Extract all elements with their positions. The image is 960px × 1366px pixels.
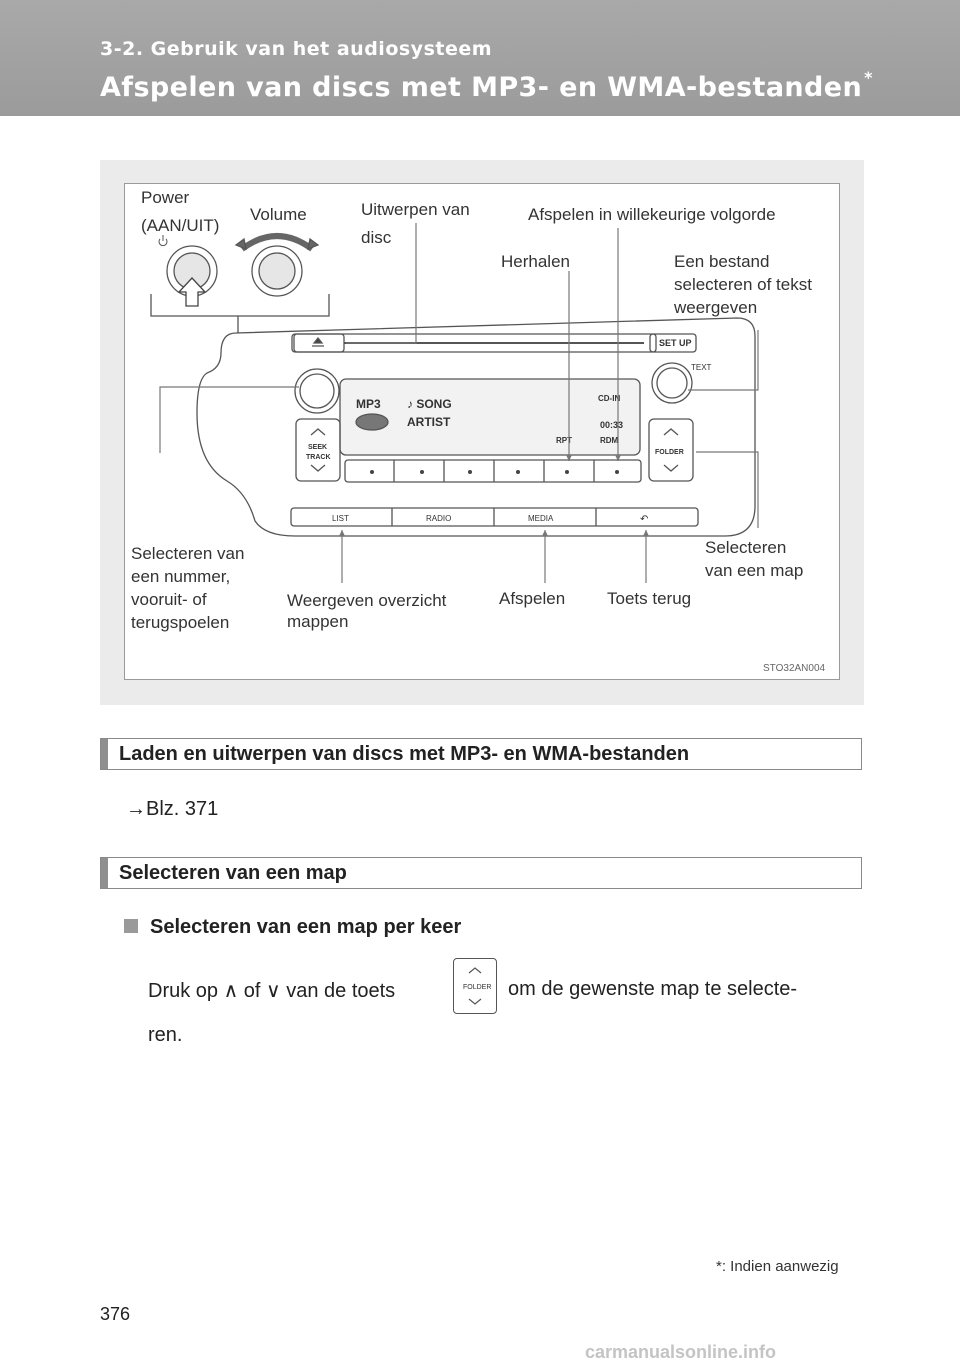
asterisk-mark: * <box>864 68 873 87</box>
label-list-2: mappen <box>287 612 349 631</box>
back-button-label: ↶ <box>640 514 649 525</box>
track-label: TRACK <box>306 454 331 461</box>
page-number: 376 <box>100 1304 131 1324</box>
label-random: Afspelen in willekeurige volgorde <box>528 205 776 224</box>
label-folder-2: van een map <box>705 561 804 580</box>
figure-code: STO32AN004 <box>763 663 826 674</box>
subheading-folder: Selecteren van een map per keer <box>124 916 461 939</box>
label-folder-1: Selecteren <box>705 538 787 557</box>
label-select-file-2: selecteren of tekst <box>674 275 812 294</box>
label-eject-2: disc <box>361 228 392 247</box>
song-label: ♪ SONG <box>407 397 452 411</box>
footnote: *: Indien aanwezig <box>716 1258 839 1275</box>
rpt-label: RPT <box>556 436 572 445</box>
label-eject-1: Uitwerpen van <box>361 200 470 219</box>
power-knob-icon <box>159 235 217 306</box>
label-back: Toets terug <box>607 589 692 608</box>
folder-button-label: FOLDER <box>463 984 492 991</box>
cdin-label: CD-IN <box>598 394 621 403</box>
label-select-file-3: weergeven <box>674 298 758 317</box>
page-title-text: Afspelen van discs met MP3- en WMA-bestanden <box>100 72 863 103</box>
section-heading-folder-text: Selecteren van een map <box>119 862 347 884</box>
section-title: 3-2. Gebruik van het audiosysteem <box>100 38 493 60</box>
label-seek-2: een nummer, <box>131 567 231 586</box>
label-play: Afspelen <box>499 589 566 608</box>
label-power-1: Power <box>141 188 190 207</box>
instruction-text-a: Druk op ∧ of ∨ van de toets <box>148 980 396 1002</box>
volume-knob-icon <box>236 236 318 296</box>
artist-label: ARTIST <box>407 415 451 429</box>
setup-label: SET UP <box>659 338 692 348</box>
label-repeat: Herhalen <box>501 252 570 271</box>
mp3-label: MP3 <box>356 397 381 411</box>
label-volume: Volume <box>250 205 307 224</box>
list-button-label: LIST <box>332 514 349 523</box>
radio-button-label: RADIO <box>426 514 452 523</box>
instruction-text-c: ren. <box>148 1024 183 1046</box>
time-label: 00:33 <box>600 420 624 430</box>
square-bullet-icon <box>124 919 138 933</box>
instruction-text-b: om de gewenste map te selecte- <box>508 978 798 1000</box>
label-seek-1: Selecteren van <box>131 544 245 563</box>
label-list-1: Weergeven overzicht <box>287 591 447 610</box>
label-seek-3: vooruit- of <box>131 590 207 609</box>
label-select-file-1: Een bestand <box>674 252 770 271</box>
chapter-header <box>0 0 960 116</box>
label-power-2: (AAN/UIT) <box>141 216 220 235</box>
section-heading-load <box>100 738 862 770</box>
section-heading-load-text: Laden en uitwerpen van discs met MP3- en WMA-bestanden <box>119 743 690 765</box>
watermark: carmanualsonline.info <box>585 1342 777 1362</box>
rdm-label: RDM <box>600 436 619 445</box>
folder-button-icon <box>453 958 497 1014</box>
label-seek-4: terugspoelen <box>131 613 230 632</box>
folder-unit-label: FOLDER <box>655 449 684 456</box>
page-title <box>100 68 873 103</box>
page-reference-link[interactable]: →Blz. 371 <box>126 798 219 820</box>
section-heading-folder <box>100 857 862 889</box>
seek-label: SEEK <box>308 444 328 451</box>
text-label: TEXT <box>691 363 712 372</box>
media-button-label: MEDIA <box>528 514 554 523</box>
